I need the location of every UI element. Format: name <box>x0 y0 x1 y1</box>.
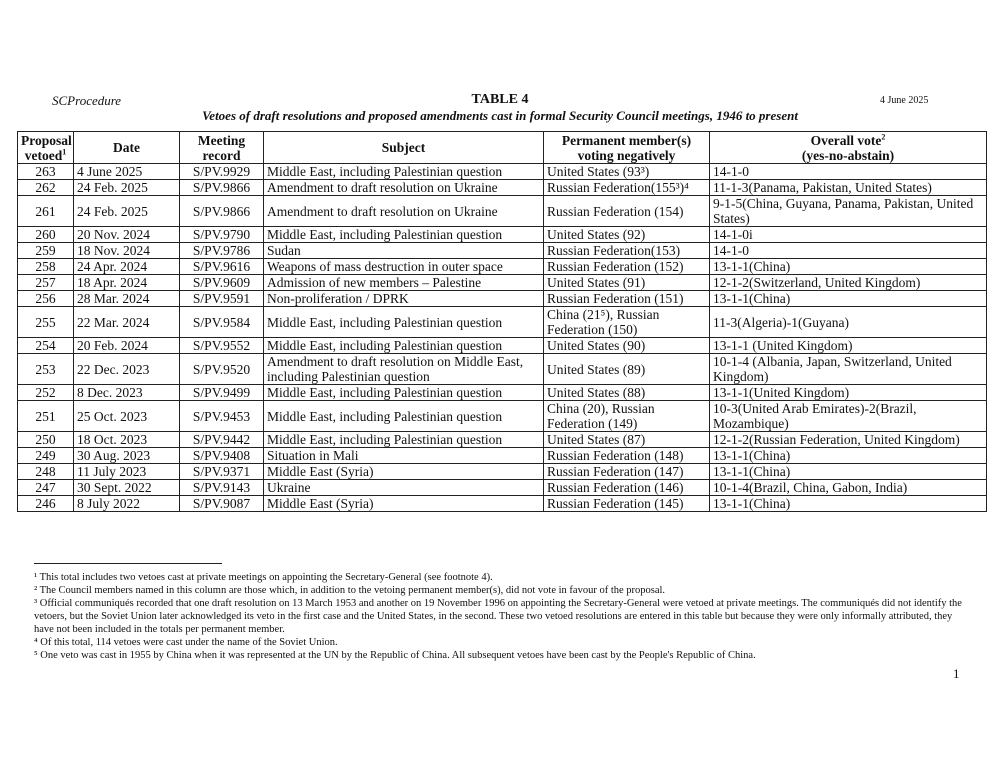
cell-meeting-record: S/PV.9552 <box>180 338 264 354</box>
table-row <box>18 464 987 480</box>
footnotes <box>34 571 964 662</box>
cell-subject: Amendment to draft resolution on Ukraine <box>264 196 544 227</box>
cell-proposal: 254 <box>18 338 74 354</box>
table-row <box>18 432 987 448</box>
cell-subject: Middle East, including Palestinian question <box>264 164 544 180</box>
cell-date: 11 July 2023 <box>74 464 180 480</box>
cell-vote: 13-1-1(China) <box>710 448 987 464</box>
cell-date: 8 Dec. 2023 <box>74 385 180 401</box>
vetoes-table <box>17 131 987 512</box>
cell-members: Russian Federation (147) <box>544 464 710 480</box>
cell-date: 25 Oct. 2023 <box>74 401 180 432</box>
footnote-divider <box>34 563 222 564</box>
cell-vote: 14-1-0 <box>710 243 987 259</box>
cell-members: Russian Federation (154) <box>544 196 710 227</box>
cell-meeting-record: S/PV.9929 <box>180 164 264 180</box>
cell-vote: 12-1-2(Switzerland, United Kingdom) <box>710 275 987 291</box>
cell-members: United States (90) <box>544 338 710 354</box>
table-row <box>18 338 987 354</box>
cell-proposal: 249 <box>18 448 74 464</box>
cell-proposal: 258 <box>18 259 74 275</box>
cell-subject: Non-proliferation / DPRK <box>264 291 544 307</box>
cell-meeting-record: S/PV.9616 <box>180 259 264 275</box>
cell-proposal: 251 <box>18 401 74 432</box>
cell-members: China (21⁵), Russian Federation (150) <box>544 307 710 338</box>
table-row <box>18 291 987 307</box>
page-number: 1 <box>953 666 960 681</box>
cell-meeting-record: S/PV.9786 <box>180 243 264 259</box>
document-symbol: SCProcedure <box>52 93 122 108</box>
footnote-5: ⁵ One veto was cast in 1955 by China when it was represented at the UN by the Republic of China. All subsequent vetoes have been cast by the People's Republic of China. <box>34 650 756 661</box>
cell-proposal: 261 <box>18 196 74 227</box>
cell-subject: Middle East, including Palestinian question <box>264 385 544 401</box>
cell-meeting-record: S/PV.9591 <box>180 291 264 307</box>
cell-subject: Admission of new members – Palestine <box>264 275 544 291</box>
cell-date: 22 Dec. 2023 <box>74 354 180 385</box>
cell-date: 30 Aug. 2023 <box>74 448 180 464</box>
cell-date: 28 Mar. 2024 <box>74 291 180 307</box>
cell-subject: Middle East, including Palestinian question <box>264 401 544 432</box>
cell-vote: 13-1-1 (United Kingdom) <box>710 338 987 354</box>
cell-members: United States (93³) <box>544 164 710 180</box>
cell-vote: 14-1-0i <box>710 227 987 243</box>
cell-date: 20 Nov. 2024 <box>74 227 180 243</box>
table-row <box>18 480 987 496</box>
cell-members: United States (88) <box>544 385 710 401</box>
cell-subject: Amendment to draft resolution on Ukraine <box>264 180 544 196</box>
cell-proposal: 250 <box>18 432 74 448</box>
cell-date: 24 Apr. 2024 <box>74 259 180 275</box>
cell-meeting-record: S/PV.9866 <box>180 196 264 227</box>
cell-subject: Middle East (Syria) <box>264 464 544 480</box>
cell-proposal: 262 <box>18 180 74 196</box>
table-row <box>18 448 987 464</box>
table-row <box>18 275 987 291</box>
table-row <box>18 227 987 243</box>
footnote-1: ¹ This total includes two vetoes cast at private meetings on appointing the Secretary-General (see footnote 4). <box>34 572 493 583</box>
cell-meeting-record: S/PV.9866 <box>180 180 264 196</box>
cell-date: 4 June 2025 <box>74 164 180 180</box>
cell-members: United States (92) <box>544 227 710 243</box>
table-title: TABLE 4 <box>471 92 529 107</box>
cell-meeting-record: S/PV.9143 <box>180 480 264 496</box>
cell-vote: 13-1-1(China) <box>710 464 987 480</box>
cell-vote: 10-3(United Arab Emirates)-2(Brazil, Mozambique) <box>710 401 987 432</box>
cell-date: 18 Nov. 2024 <box>74 243 180 259</box>
cell-meeting-record: S/PV.9609 <box>180 275 264 291</box>
cell-members: Russian Federation (145) <box>544 496 710 512</box>
footnote-2: ² The Council members named in this column are those which, in addition to the vetoing permanent member(s), did not vote in favour of the proposal. <box>34 585 666 596</box>
header-date: Date <box>74 132 180 164</box>
cell-meeting-record: S/PV.9584 <box>180 307 264 338</box>
cell-subject: Ukraine <box>264 480 544 496</box>
cell-proposal: 246 <box>18 496 74 512</box>
cell-members: Russian Federation (148) <box>544 448 710 464</box>
header-proposal: Proposal vetoed$^1$ <box>18 132 74 164</box>
table-row <box>18 401 987 432</box>
table-row <box>18 354 987 385</box>
footnote-4: ⁴ Of this total, 114 vetoes were cast under the name of the Soviet Union. <box>34 637 338 648</box>
cell-vote: 9-1-5(China, Guyana, Panama, Pakistan, United States) <box>710 196 987 227</box>
cell-members: United States (89) <box>544 354 710 385</box>
cell-date: 18 Apr. 2024 <box>74 275 180 291</box>
cell-vote: 11-1-3(Panama, Pakistan, United States) <box>710 180 987 196</box>
cell-members: Russian Federation (146) <box>544 480 710 496</box>
cell-members: Russian Federation (151) <box>544 291 710 307</box>
document-date: 4 June 2025 <box>880 95 929 106</box>
table-row <box>18 259 987 275</box>
cell-date: 18 Oct. 2023 <box>74 432 180 448</box>
cell-proposal: 253 <box>18 354 74 385</box>
cell-vote: 14-1-0 <box>710 164 987 180</box>
cell-proposal: 255 <box>18 307 74 338</box>
cell-date: 20 Feb. 2024 <box>74 338 180 354</box>
cell-members: Russian Federation(153) <box>544 243 710 259</box>
cell-meeting-record: S/PV.9087 <box>180 496 264 512</box>
cell-subject: Middle East, including Palestinian question <box>264 227 544 243</box>
cell-proposal: 263 <box>18 164 74 180</box>
cell-date: 8 July 2022 <box>74 496 180 512</box>
cell-date: 24 Feb. 2025 <box>74 180 180 196</box>
cell-proposal: 259 <box>18 243 74 259</box>
table-row <box>18 496 987 512</box>
table-header-row <box>18 132 987 164</box>
cell-subject: Amendment to draft resolution on Middle East, including Palestinian question <box>264 354 544 385</box>
footnote-3: ³ Official communiqués recorded that one draft resolution on 13 March 1953 and another on 19 November 1996 on appointing the Secretary-General were vetoed at private meetings. The communiqués did not identify the vetoers, but the Soviet Union later acknowledged its veto in the first case and the United States, in the second. These two vetoed resolutions are entered in this table but because they were only informally attributed, they have not been included in the totals per permanent member. <box>34 598 962 635</box>
cell-members: United States (91) <box>544 275 710 291</box>
table-body <box>18 164 987 512</box>
cell-meeting-record: S/PV.9499 <box>180 385 264 401</box>
cell-date: 24 Feb. 2025 <box>74 196 180 227</box>
cell-proposal: 257 <box>18 275 74 291</box>
header-subject: Subject <box>264 132 544 164</box>
cell-vote: 10-1-4 (Albania, Japan, Switzerland, United Kingdom) <box>710 354 987 385</box>
header-meeting-record: Meeting record <box>180 132 264 164</box>
cell-proposal: 256 <box>18 291 74 307</box>
cell-meeting-record: S/PV.9453 <box>180 401 264 432</box>
cell-vote: 13-1-1(China) <box>710 496 987 512</box>
cell-vote: 11-3(Algeria)-1(Guyana) <box>710 307 987 338</box>
cell-subject: Middle East, including Palestinian question <box>264 307 544 338</box>
table-row <box>18 180 987 196</box>
cell-meeting-record: S/PV.9442 <box>180 432 264 448</box>
cell-subject: Middle East (Syria) <box>264 496 544 512</box>
header-permanent-members: Permanent member(s) voting negatively <box>544 132 710 164</box>
cell-meeting-record: S/PV.9408 <box>180 448 264 464</box>
cell-vote: 10-1-4(Brazil, China, Gabon, India) <box>710 480 987 496</box>
cell-date: 22 Mar. 2024 <box>74 307 180 338</box>
cell-subject: Situation in Mali <box>264 448 544 464</box>
table-row <box>18 164 987 180</box>
cell-date: 30 Sept. 2022 <box>74 480 180 496</box>
table-row <box>18 385 987 401</box>
cell-subject: Sudan <box>264 243 544 259</box>
cell-proposal: 252 <box>18 385 74 401</box>
header-overall-vote: Overall vote$^2$ (yes-no-abstain) <box>710 132 987 164</box>
cell-members: China (20), Russian Federation (149) <box>544 401 710 432</box>
table-row <box>18 243 987 259</box>
cell-meeting-record: S/PV.9790 <box>180 227 264 243</box>
cell-subject: Weapons of mass destruction in outer space <box>264 259 544 275</box>
table-row <box>18 307 987 338</box>
cell-members: United States (87) <box>544 432 710 448</box>
cell-vote: 13-1-1(United Kingdom) <box>710 385 987 401</box>
table-row <box>18 196 987 227</box>
cell-members: Russian Federation (152) <box>544 259 710 275</box>
cell-subject: Middle East, including Palestinian question <box>264 432 544 448</box>
cell-meeting-record: S/PV.9371 <box>180 464 264 480</box>
table-subtitle: Vetoes of draft resolutions and proposed amendments cast in formal Security Council meetings, 1946 to present <box>202 108 798 123</box>
cell-proposal: 260 <box>18 227 74 243</box>
cell-meeting-record: S/PV.9520 <box>180 354 264 385</box>
cell-members: Russian Federation(155³)⁴ <box>544 180 710 196</box>
cell-vote: 13-1-1(China) <box>710 259 987 275</box>
cell-vote: 13-1-1(China) <box>710 291 987 307</box>
cell-subject: Middle East, including Palestinian question <box>264 338 544 354</box>
cell-proposal: 247 <box>18 480 74 496</box>
cell-vote: 12-1-2(Russian Federation, United Kingdom) <box>710 432 987 448</box>
cell-proposal: 248 <box>18 464 74 480</box>
